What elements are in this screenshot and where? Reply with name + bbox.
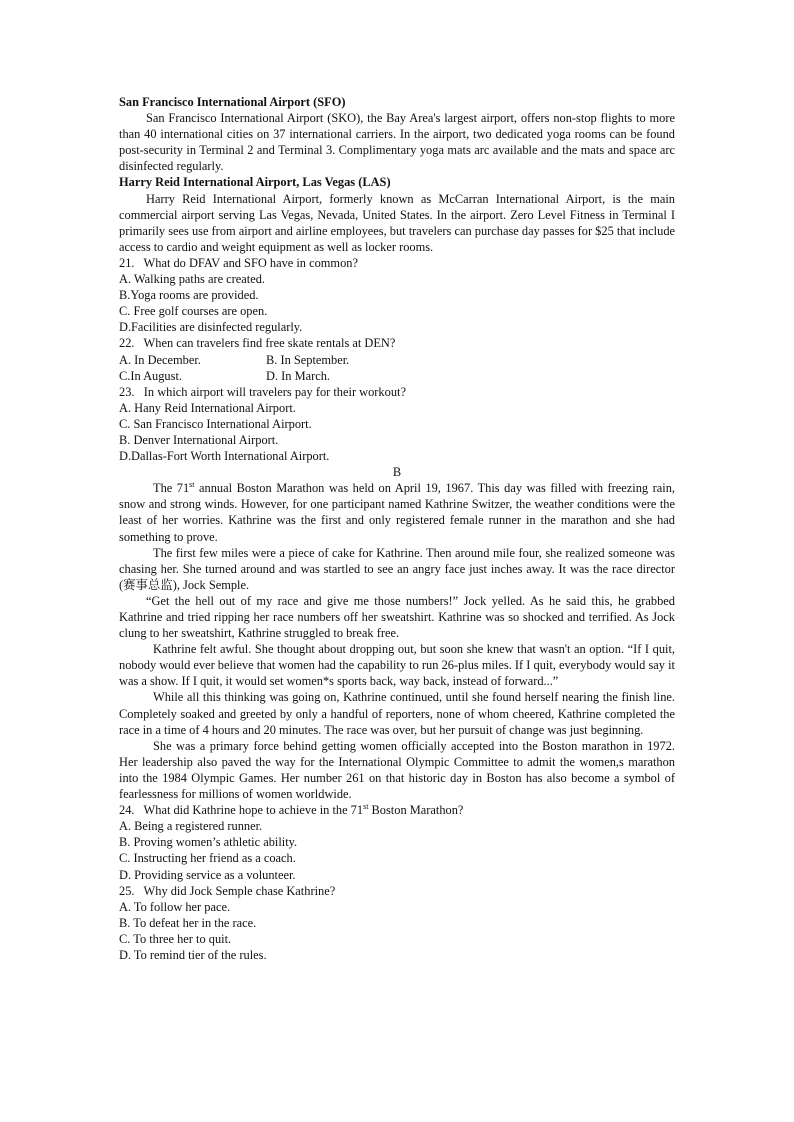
q22-option-c: C.In August. (119, 368, 182, 383)
las-heading: Harry Reid International Airport, Las Vegas (LAS) (119, 175, 391, 190)
sfo-paragraph: San Francisco International Airport (SKO), the Bay Area's largest airport, offers non-stop flights to more than 40 international cities on 37 international carriers. In the airport, two dedicated yoga rooms can be found post-security in Terminal 2 and Terminal 3. Complimentary yoga mats arc available and the mats and space arc disinfected regularly. (119, 111, 675, 174)
passage-b-paragraph-4: Kathrine felt awful. She thought about dropping out, but soon she knew that wasn't an option. “If I quit, nobody would ever believe that women had the capability to run 26-plus miles. If I quit, everybody would say it was a show. If I quit, it would set women*s sports back, way back, instead of forward...” (119, 642, 675, 689)
question-21: 21. What do DFAV and SFO have in common? (119, 255, 358, 270)
q23-option-c: C. San Francisco International Airport. (119, 416, 312, 431)
passage-b-paragraph-6: She was a primary force behind getting women officially accepted into the Boston marathon in 1972. Her leadership also paved the way for the International Olympic Committee to admit the women,s marathon into the 1984 Olympic Games. Her number 261 on that historic day in Boston has also become a symbol of fearlessness for millions of women worldwide. (119, 738, 675, 802)
q21-option-d: D.Facilities are disinfected regularly. (119, 320, 303, 335)
q25-option-b: B. To defeat her in the race. (119, 915, 257, 930)
q25-option-a: A. To follow her pace. (119, 899, 231, 914)
passage-b-paragraph-2: The first few miles were a piece of cake for Kathrine. Then around mile four, she realized someone was chasing her. She turned around and was startled to see an angry face just inches away. It was the race director (赛事总监), Jock Semple. (119, 545, 675, 592)
q21-option-a: A. Walking paths are created. (119, 272, 266, 287)
question-23: 23. In which airport will travelers pay for their workout? (119, 384, 406, 399)
question-25: 25. Why did Jock Semple chase Kathrine? (119, 883, 336, 898)
q23-option-a: A. Hany Reid International Airport. (119, 400, 296, 415)
question-22: 22. When can travelers find free skate rentals at DEN? (119, 336, 396, 351)
question-24: 24. What did Kathrine hope to achieve in the 71st Boston Marathon? (119, 802, 464, 818)
sfo-heading: San Francisco International Airport (SFO) (119, 95, 346, 109)
q21-option-c: C. Free golf courses are open. (119, 304, 268, 319)
passage-b-paragraph-5: While all this thinking was going on, Kathrine continued, until she found herself nearing the finish line. Completely soaked and greeted by only a handful of reporters, none of whom cheered, Kathrine completed the race in a time of 4 hours and 20 minutes. The race was over, but her pursuit of change was just beginning. (119, 690, 675, 737)
q24-option-c: C. Instructing her friend as a coach. (119, 851, 296, 866)
q21-option-b: B.Yoga rooms are provided. (119, 288, 259, 303)
section-b-label: B (392, 465, 402, 480)
q22-option-d: D. In March. (266, 368, 330, 383)
q22-option-b: B. In September. (266, 352, 350, 367)
q22-row-2 (119, 368, 675, 384)
q24-option-d: D. Providing service as a volunteer. (119, 867, 296, 882)
passage-b-paragraph-3: “Get the hell out of my race and give me those numbers!” Jock yelled. As he said this, he grabbed Kathrine and tried ripping her race numbers off her sweatshirt. Kathrine was so shocked and terrified. As Jock clung to her sweatshirt, Kathrine struggled to break free. (119, 593, 675, 641)
q23-option-b: B. Denver International Airport. (119, 432, 279, 447)
q25-option-d: D. To remind tier of the rules. (119, 947, 267, 962)
las-paragraph: Harry Reid International Airport, formerly known as McCarran International Airport, is the main commercial airport serving Las Vegas, Nevada, United States. In the airport. Zero Level Fitness in Terminal I primarily sees use from airport and airline employees, but travelers can purchase day passes for $25 that include access to cardio and weight equipment as well as locker rooms. (119, 191, 676, 254)
q22-row-1 (119, 352, 675, 368)
q24-option-b: B. Proving women’s athletic ability. (119, 835, 298, 850)
q22-option-a: A. In December. (119, 352, 201, 367)
q23-option-d: D.Dallas-Fort Worth International Airport. (119, 449, 330, 464)
q24-option-a: A. Being a registered runner. (119, 819, 263, 834)
passage-b-paragraph-1: The 71st annual Boston Marathon was held on April 19, 1967. This day was filled with freezing rain, snow and strong winds. However, for one participant named Kathrine Switzer, the weather conditions were the least of her worries. Kathrine was the first and only registered female runner in the marathon and she had something to prove. (119, 480, 675, 544)
q25-option-c: C. To three her to quit. (119, 931, 232, 946)
